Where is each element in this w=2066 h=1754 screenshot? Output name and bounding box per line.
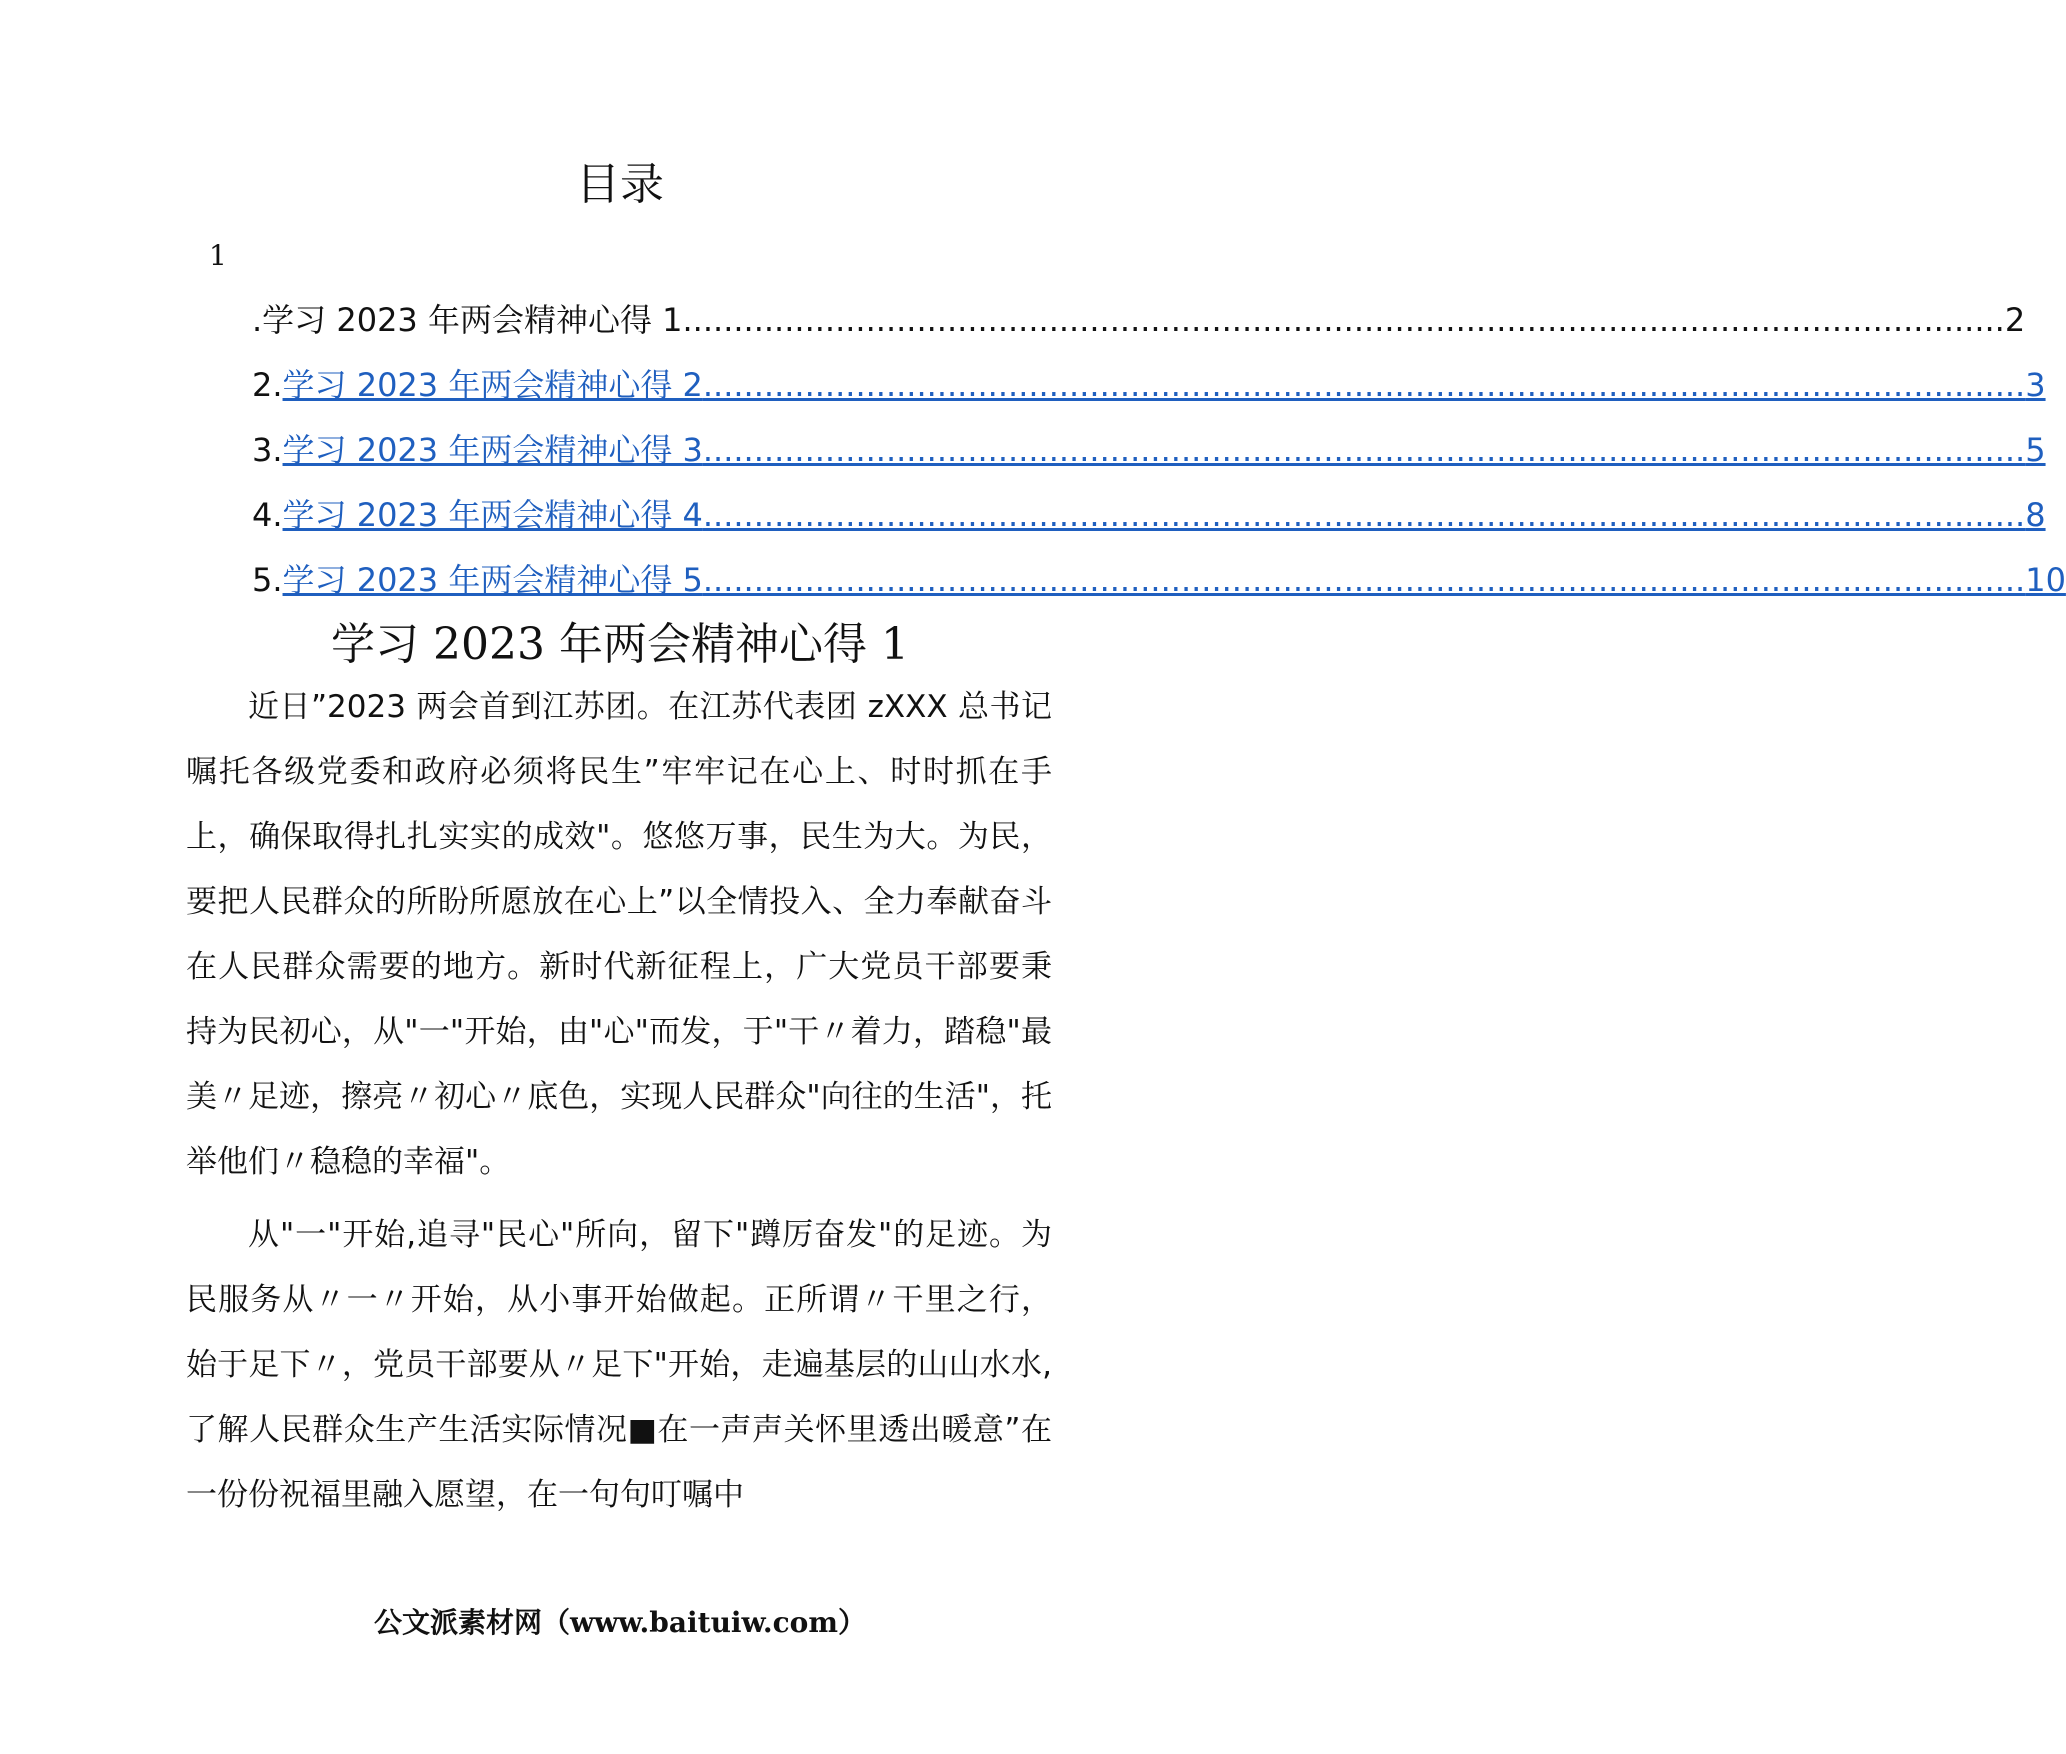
article-title: 学习 2023 年两会精神心得 1 [331, 619, 909, 670]
toc-item-number: 5. [252, 561, 283, 599]
page-footer: 公文派素材网（www.baituiw.com） [374, 1606, 866, 1639]
table-of-contents [252, 298, 2066, 623]
toc-item-number: 2. [252, 366, 283, 404]
toc-item-number: 4. [252, 496, 283, 534]
article-paragraph-2: 从"一"开始,追寻"民心"所向，留下"蹲厉奋发"的足迹。为民服务从〃一〃开始，从小事开始做起。正所谓〃干里之行，始于足下〃，党员干部要从〃足下"开始，走遍基层的山山水水,了解人民群众生产生活实际情况■在一声声关怀里透出暖意”在一份份祝福里融入愿望，在一句句叮嘱中 [186, 1217, 1052, 1513]
toc-item-4[interactable] [252, 493, 2046, 558]
toc-leader-dots: .................................................................................................................................. [702, 366, 2026, 404]
toc-item-link[interactable]: 学习 2023 年两会精神心得 5 [282, 561, 703, 599]
toc-item-page: 2 [2004, 301, 2026, 339]
toc-item-link[interactable]: 学习 2023 年两会精神心得 2 [282, 366, 703, 404]
toc-item-1[interactable] [252, 298, 2026, 363]
toc-item-page[interactable]: 8 [2025, 496, 2046, 534]
toc-leader-dots: .................................................................................................................................. [702, 431, 2026, 469]
toc-item-page[interactable]: 3 [2025, 366, 2046, 404]
page-marker: 1 [209, 239, 227, 272]
toc-item-text: .学习 2023 年两会精神心得 1 [252, 301, 683, 339]
toc-title: 目录 [576, 159, 664, 210]
toc-leader-dots: .................................................................................................................................. [682, 301, 2005, 339]
article-paragraph-1: 近日”2023 两会首到江苏团。在江苏代表团 zXXX 总书记嘱托各级党委和政府必须将民生”牢牢记在心上、时时抓在手上，确保取得扎扎实实的成效"。悠悠万事，民生为大。为民，要把人民群众的所盼所愿放在心上”以全情投入、全力奉献奋斗在人民群众需要的地方。新时代新征程上，广大党员干部要秉持为民初心，从"一"开始，由"心"而发，于"干〃着力，踏稳"最美〃足迹，擦亮〃初心〃底色，实现人民群众"向往的生活"，托举他们〃稳稳的幸福"。 [186, 689, 1052, 1180]
toc-item-page[interactable]: 10 [2025, 561, 2066, 599]
toc-item-link[interactable]: 学习 2023 年两会精神心得 3 [282, 431, 703, 469]
toc-item-number: 3. [252, 431, 283, 469]
toc-item-2[interactable] [252, 363, 2046, 428]
toc-leader-dots: .................................................................................................................................. [702, 561, 2026, 599]
toc-leader-dots: .................................................................................................................................. [702, 496, 2026, 534]
toc-item-5[interactable] [252, 558, 2066, 623]
toc-item-link[interactable]: 学习 2023 年两会精神心得 4 [282, 496, 703, 534]
toc-item-page[interactable]: 5 [2025, 431, 2046, 469]
toc-item-3[interactable] [252, 428, 2046, 493]
article-body [186, 675, 1052, 1536]
